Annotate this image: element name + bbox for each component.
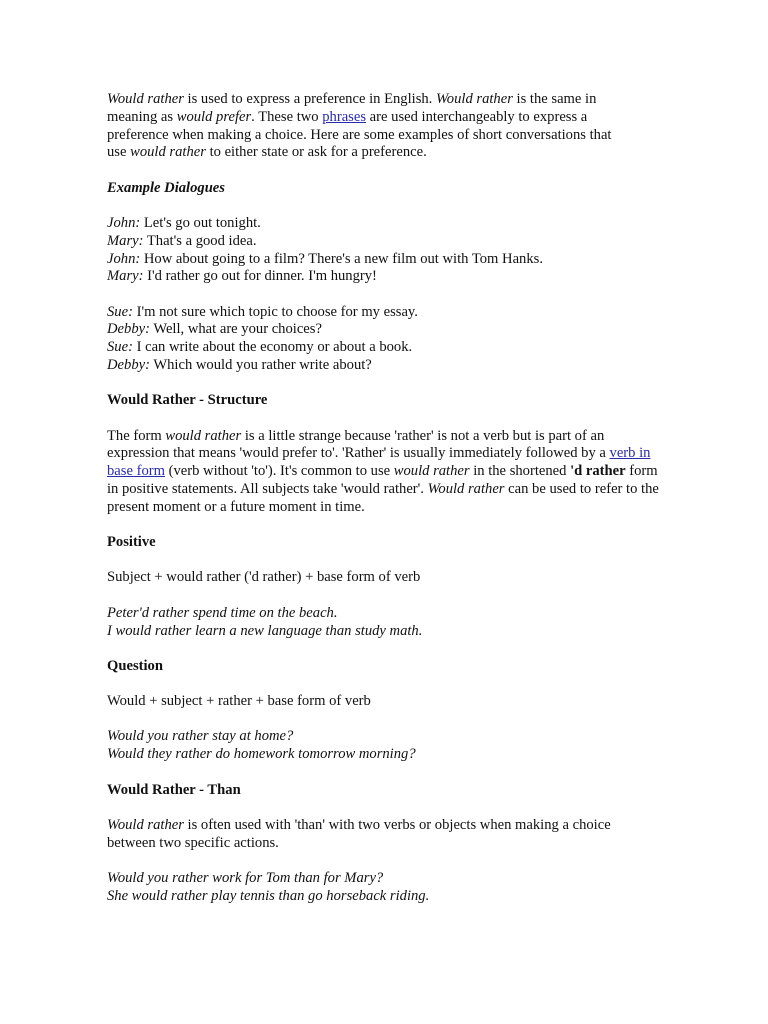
- structure-heading: Would Rather - Structure: [107, 392, 268, 409]
- intro-text: is the same in meaning as: [107, 91, 597, 125]
- intro-paragraph: [107, 91, 627, 162]
- structure-text: (verb without 'to'). It's common to use: [164, 463, 394, 480]
- structure-term: would rather: [165, 427, 242, 444]
- dialogue-text: How about going to a film? There's a new film out with Tom Hanks.: [140, 250, 543, 267]
- speaker-name: John:: [107, 250, 141, 267]
- dialogue-line: [107, 304, 667, 322]
- intro-text: . These two: [251, 108, 323, 125]
- structure-text: in the shortened: [469, 463, 571, 480]
- example-dialogues-heading: Example Dialogues: [107, 179, 225, 196]
- example-sentence: She would rather play tennis than go horseback riding.: [107, 887, 430, 904]
- question-heading: Question: [107, 657, 163, 674]
- positive-formula: Subject + would rather ('d rather) + base form of verb: [107, 569, 421, 586]
- example-sentence: Would you rather stay at home?: [107, 728, 294, 745]
- dialogue-1: [107, 215, 667, 286]
- than-paragraph: [107, 817, 637, 853]
- structure-bold-term: 'd rather: [570, 463, 626, 480]
- structure-text: form in positive statements. All subjects take 'would rather'.: [107, 463, 658, 498]
- dialogue-line: [107, 268, 667, 286]
- speaker-name: Mary:: [107, 232, 144, 249]
- speaker-name: Mary:: [107, 268, 144, 285]
- intro-text: is used to express a preference in English.: [183, 91, 436, 107]
- than-text: is often used with 'than' with two verbs or objects when making a choice between two specific actions.: [107, 816, 611, 851]
- positive-heading: Positive: [107, 534, 156, 551]
- dialogue-text: That's a good idea.: [143, 232, 257, 249]
- dialogue-line: [107, 233, 667, 251]
- positive-examples: [107, 605, 667, 641]
- speaker-name: Sue:: [107, 303, 133, 320]
- dialogue-text: I'm not sure which topic to choose for my essay.: [132, 303, 418, 320]
- dialogue-line: [107, 357, 667, 375]
- than-term: Would rather: [107, 816, 184, 833]
- structure-text: is a little strange because 'rather' is not a verb but is part of an expression that means 'would prefer to'. 'Rather' is usually immediately followed by a: [107, 427, 610, 462]
- dialogue-line: [107, 251, 667, 269]
- dialogue-text: I can write about the economy or about a book.: [132, 339, 413, 356]
- intro-term: Would rather: [107, 91, 184, 107]
- intro-text: are used interchangeably to express a preference when making a choice. Here are some examples of short conversations that use: [107, 108, 612, 161]
- intro-term: Would rather: [435, 91, 513, 107]
- dialogue-line: [107, 215, 667, 233]
- dialogue-text: Which would you rather write about?: [149, 357, 372, 374]
- speaker-name: Debby:: [107, 321, 150, 338]
- dialogue-line: [107, 339, 667, 357]
- speaker-name: John:: [107, 214, 141, 231]
- example-sentence: I would rather learn a new language than study math.: [107, 622, 423, 639]
- example-sentence: Would they rather do homework tomorrow morning?: [107, 746, 416, 763]
- structure-term: Would rather: [427, 481, 505, 498]
- structure-term: would rather: [393, 463, 470, 480]
- than-heading: Would Rather - Than: [107, 781, 241, 798]
- phrases-link[interactable]: phrases: [322, 108, 367, 125]
- question-formula: Would + subject + rather + base form of verb: [107, 693, 371, 710]
- intro-text: to either state or ask for a preference.: [205, 144, 427, 161]
- speaker-name: Debby:: [107, 357, 150, 374]
- dialogue-text: I'd rather go out for dinner. I'm hungry!: [143, 268, 377, 285]
- dialogue-line: [107, 321, 667, 339]
- intro-term: would prefer: [176, 108, 252, 125]
- than-examples: [107, 870, 667, 906]
- dialogue-text: Let's go out tonight.: [140, 214, 261, 231]
- structure-paragraph: [107, 428, 659, 517]
- intro-term: would rather: [130, 144, 206, 161]
- question-examples: [107, 728, 667, 764]
- document-body: [107, 91, 667, 923]
- verb-in-base-form-link[interactable]: verb in base form: [107, 445, 651, 480]
- structure-text: The form: [107, 427, 166, 444]
- example-sentence: Peter'd rather spend time on the beach.: [107, 604, 338, 621]
- dialogue-2: [107, 304, 667, 375]
- speaker-name: Sue:: [107, 339, 133, 356]
- structure-text: can be used to refer to the present moment or a future moment in time.: [107, 481, 659, 515]
- dialogue-text: Well, what are your choices?: [149, 321, 322, 338]
- example-sentence: Would you rather work for Tom than for Mary?: [107, 869, 384, 886]
